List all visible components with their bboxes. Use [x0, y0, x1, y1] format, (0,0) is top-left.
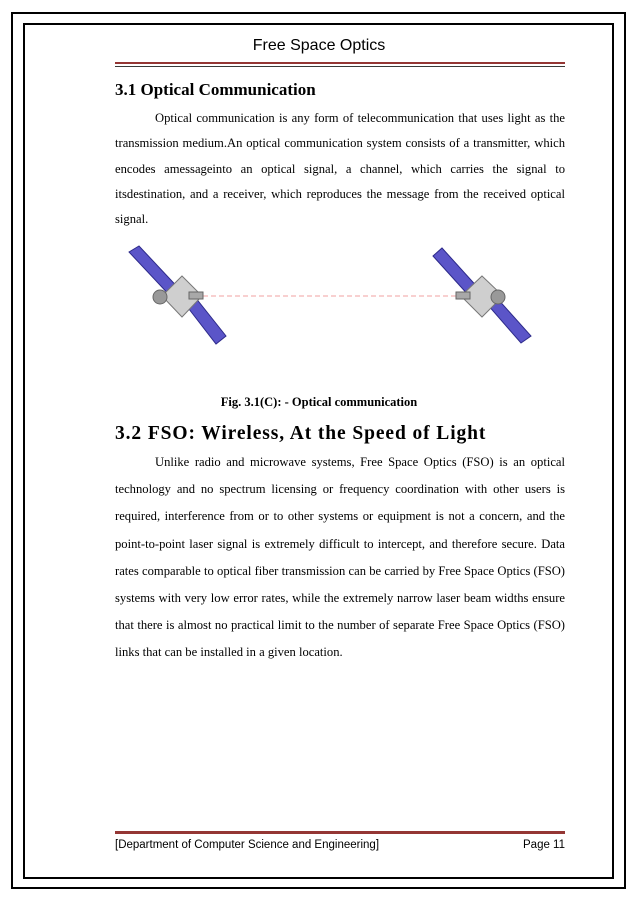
- footer-department: [Department of Computer Science and Engineering]: [115, 839, 380, 851]
- section-paragraph-3-2: [115, 449, 565, 667]
- paragraph-text: Optical communication is any form of telecommunication that uses light as the transmission medium.An optical communication system consists of a transmitter, which encodes amessageinto an optical signal, a channel, which carries the signal to itsdestination, and a receiver, which reproduces the message from the received optical signal.: [115, 111, 565, 227]
- running-header-title: Free Space Optics: [252, 37, 386, 54]
- section-paragraph-3-1: [115, 106, 565, 232]
- optical-communication-figure: [115, 240, 565, 365]
- paragraph-text: Unlike radio and microwave systems, Free Space Optics (FSO) is an optical technology and no spectrum licensing or frequency coordination with other users is required, interference from or to other systems or equipment is not a concern, and the point-to-point laser signal is extremely difficult to intercept, and therefore secure. Data rates comparable to optical fiber transmission can be carried by Free Space Optics (FSO) systems with very low error rates, while the extremely narrow laser beam widths ensure that there is almost no practical limit to the number of separate Free Space Optics (FSO) links that can be installed in a given location.: [115, 455, 565, 660]
- header-rule-thin: [115, 66, 565, 67]
- section-heading-3-1: 3.1 Optical Communication: [115, 80, 316, 99]
- footer-page-number: Page 11: [523, 839, 565, 851]
- left-satellite-icon: [129, 246, 226, 344]
- footer-rule: [115, 831, 565, 834]
- header-rule: [115, 62, 565, 64]
- figure-caption: Fig. 3.1(C): - Optical communication: [220, 395, 418, 409]
- section-heading-3-2: 3.2 FSO: Wireless, At the Speed of Light: [115, 423, 487, 444]
- satellite-link-diagram: [115, 240, 565, 365]
